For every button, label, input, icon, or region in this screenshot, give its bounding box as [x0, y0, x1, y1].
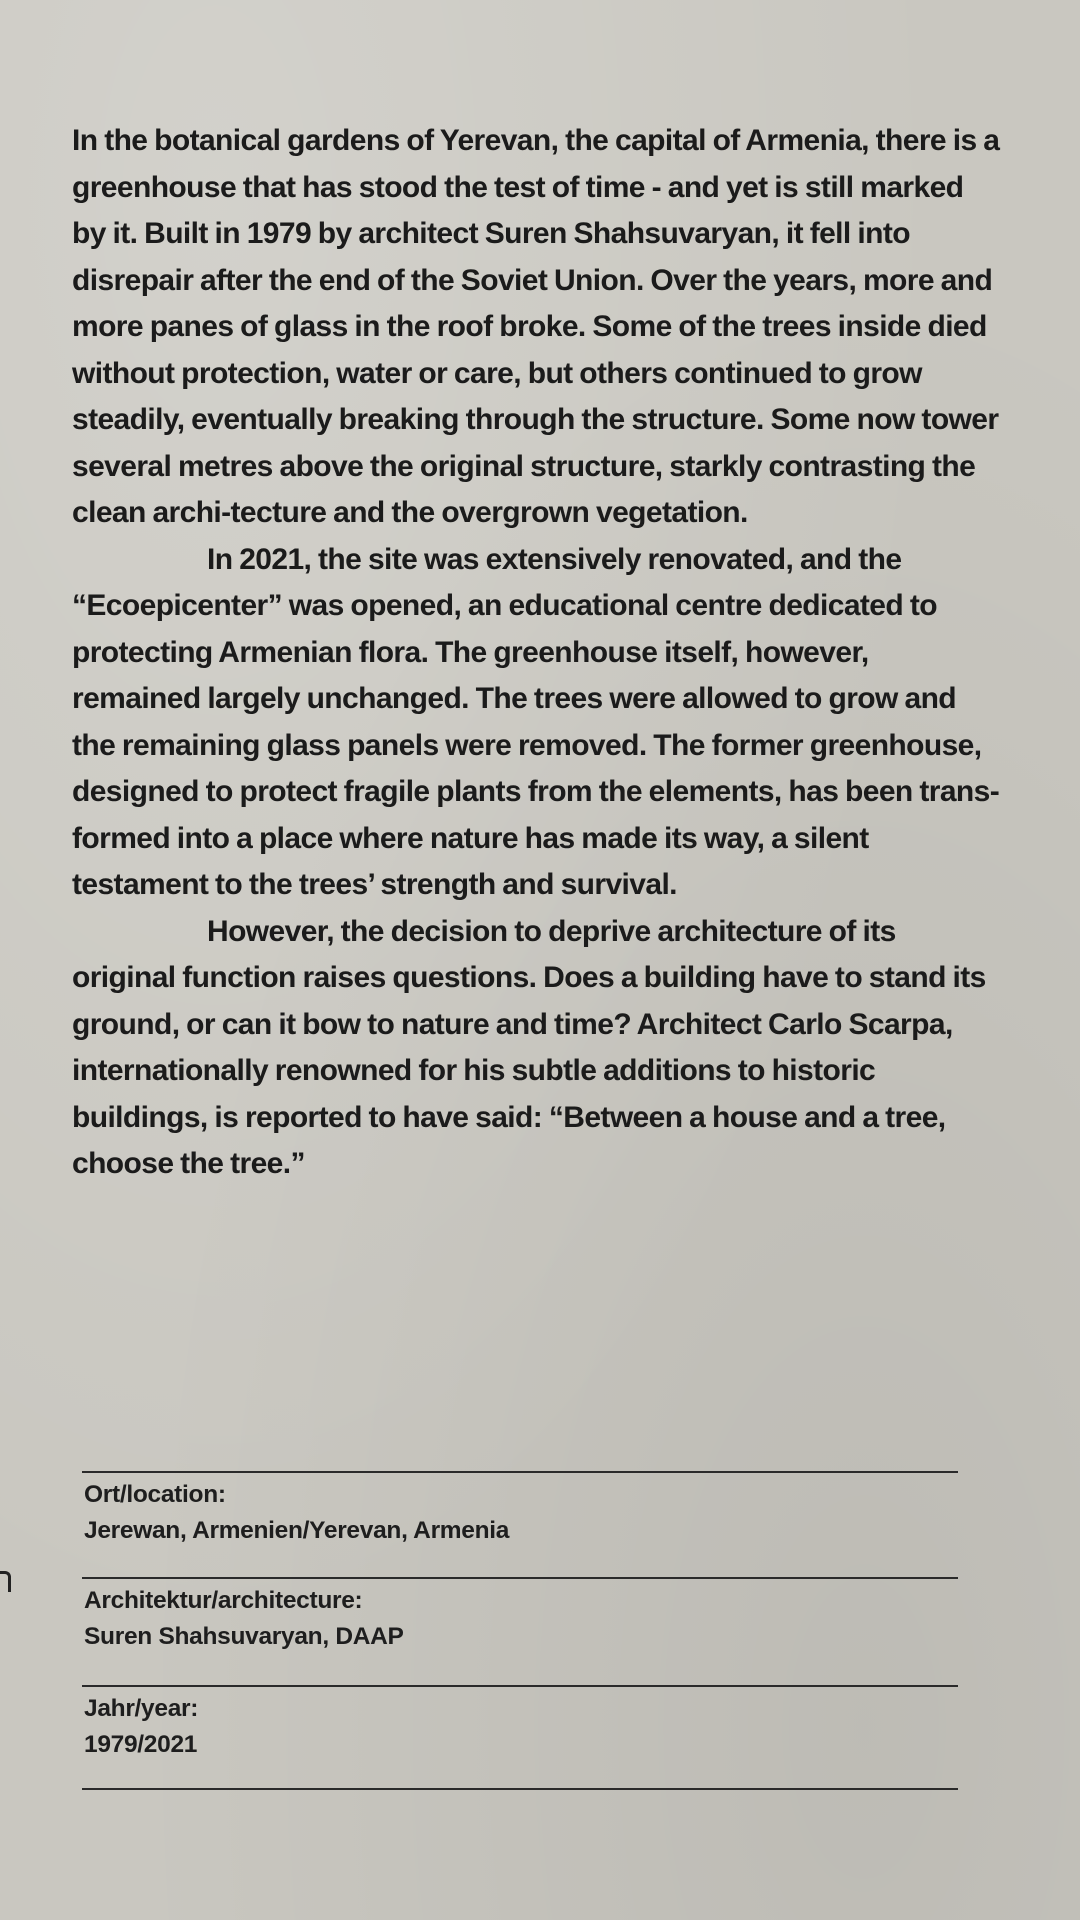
info-architecture-value: Suren Shahsuvaryan, DAAP — [84, 1623, 404, 1650]
article-body — [72, 118, 1002, 1188]
divider-rule — [82, 1685, 958, 1687]
article-paragraph-2: In 2021, the site was extensively renovated, and the “Ecoepicenter” was opened, an educational centre dedicated to protecting Armenian flora. The greenhouse itself, however, remained largely unchanged. The trees were allowed to grow and the remaining glass panels were removed. The former greenhouse, designed to protect fragile plants from the elements, has been trans-formed into a place where nature has made its way, a silent testament to the trees’ strength and survival. — [72, 542, 1000, 901]
divider-rule — [82, 1577, 958, 1579]
divider-rule — [82, 1788, 958, 1790]
info-location-label: Ort/location: — [84, 1481, 226, 1508]
info-architecture-label: Architektur/architecture: — [84, 1587, 363, 1614]
info-year — [84, 1691, 198, 1763]
info-year-value: 1979/2021 — [84, 1731, 198, 1758]
info-location — [84, 1477, 509, 1549]
page-edge-mark — [0, 1571, 11, 1592]
info-architecture — [84, 1583, 404, 1655]
article-paragraph-1: In the botanical gardens of Yerevan, the capital of Armenia, there is a greenhouse that has stood the test of time - and yet is still marked by it. Built in 1979 by architect Suren Shahsuvaryan, it fell into disrepair after the end of the Soviet Union. Over the years, more and more panes of glass in the roof broke. Some of the trees inside died without protection, water or care, but others continued to grow steadily, eventually breaking through the structure. Some now tower several metres above the original structure, starkly contrasting the clean archi-tecture and the overgrown vegetation. — [72, 124, 1000, 529]
info-year-label: Jahr/year: — [84, 1695, 199, 1722]
article-paragraph-3: However, the decision to deprive architecture of its original function raises questions. Does a building have to stand its ground, or can it bow to nature and time? Architect Carlo Scarpa, internationally renowned for his subtle additions to historic buildings, is reported to have said: “Between a house and a tree, choose the tree.” — [72, 914, 986, 1180]
info-location-value: Jerewan, Armenien/Yerevan, Armenia — [84, 1517, 510, 1544]
divider-rule — [82, 1471, 958, 1473]
